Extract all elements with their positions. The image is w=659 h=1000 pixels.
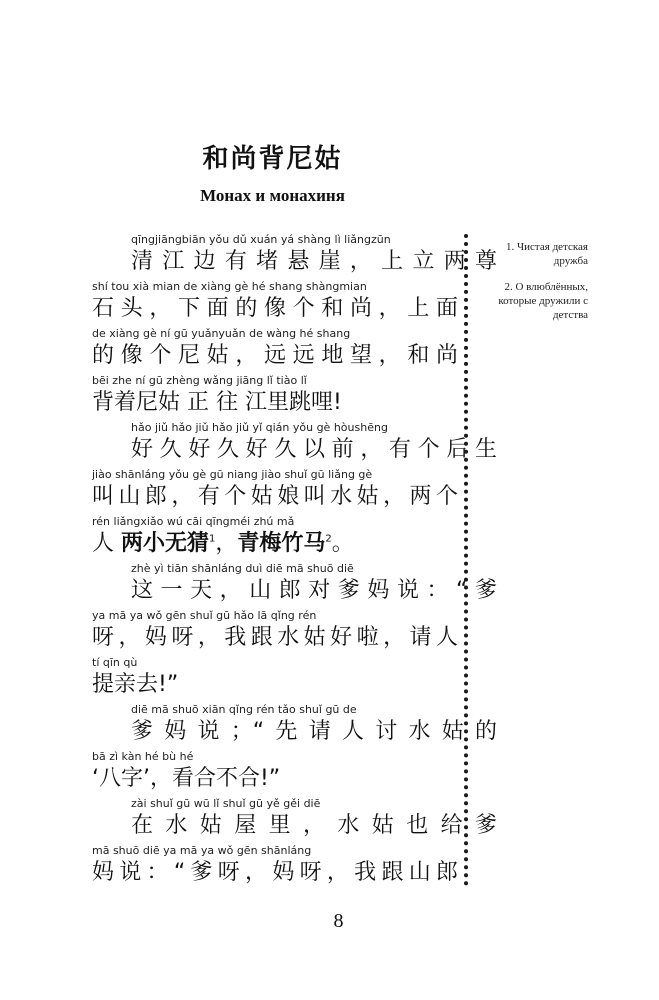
hanzi-line: 提亲去!” [92,672,179,697]
hanzi-line: 的像个尼姑，远远地望，和尚 [92,343,458,368]
pinyin-line: zài shuǐ gū wū lǐ shuǐ gū yě gěi diē [131,797,321,810]
hanzi-line: 在水姑屋里，水姑也给爹 [131,813,497,838]
footnote-2: 2. О влюблённых, которые дружили с детства [498,281,588,321]
hanzi-segment: 。 [331,531,354,556]
hanzi-line: 清江边有堵悬崖，上立两尊 [131,249,497,274]
text-line [92,843,458,890]
hanzi-line: ‘八字’，看合不合!” [92,766,281,791]
hanzi-line: 这一天，山郎对爹妈说：“爹 [131,578,497,603]
footnote-ref: 1 [209,533,216,545]
hanzi-line: 妈说：“爹呀，妈呀，我跟山郎 [92,860,458,885]
pinyin-line: bēi zhe ní gū zhèng wǎng jiāng lǐ tiào lǐ [92,374,307,387]
chapter-title-chinese: 和尚背尼姑 [202,144,343,174]
pinyin-line: ya mā ya wǒ gēn shuǐ gū hǎo lā qǐng rén [92,609,317,622]
idiom-highlight: 两小无猜 [121,531,210,556]
text-line [92,420,497,467]
pinyin-line: bā zì kàn hé bù hé [92,750,194,763]
page-number: 8 [333,910,344,932]
pinyin-line: jiào shānláng yǒu gè gū niang jiào shuǐ gū liǎng gè [92,468,373,481]
hanzi-line: 好久好久好久以前，有个后生 [131,437,497,462]
footnote-ref: 2 [325,533,332,545]
story-text [92,232,497,890]
footnote-1: 1. Чистая детская дружба [506,241,588,267]
hanzi-line: 背着尼姑 正 往 江里跳哩! [92,390,342,415]
hanzi-line: 呀，妈呀，我跟水姑好啦，请人 [92,625,458,650]
hanzi-segment: 人 [92,531,121,556]
text-line [92,655,458,702]
text-line [92,373,458,420]
pinyin-line: hǎo jiǔ hǎo jiǔ hǎo jiǔ yǐ qián yǒu gè hòushēng [131,421,388,434]
idiom-highlight: 青梅竹马 [237,531,326,556]
text-line [92,608,458,655]
dotted-divider [464,234,468,886]
text-line [92,561,497,608]
text-line [92,749,458,796]
pinyin-line: zhè yì tiān shānláng duì diē mā shuō diē [131,562,354,575]
pinyin-line: qīngjiāngbiān yǒu dǔ xuán yá shàng lì liǎngzūn [131,233,391,246]
pinyin-line: rén liǎngxiǎo wú cāi qīngméi zhú mǎ [92,515,295,528]
hanzi-line: 叫山郎，有个姑娘叫水姑，两个 [92,484,458,509]
hanzi-line: 石头，下面的像个和尚，上面 [92,296,458,321]
pinyin-line: shí tou xià mian de xiàng gè hé shang shàngmian [92,280,367,293]
text-line [92,514,458,561]
text-line [92,279,458,326]
hanzi-segment: ， [215,531,238,556]
text-line [92,796,497,843]
footnotes [476,240,588,334]
text-line [92,232,497,279]
hanzi-line: 爹妈说；“先请人讨水姑的 [131,719,497,744]
pinyin-line: diē mā shuō xiān qǐng rén tǎo shuǐ gū de [131,703,357,716]
text-line [92,702,497,749]
pinyin-line: tí qīn qù [92,656,138,669]
chapter-title-russian: Монах и монахиня [200,186,345,205]
text-line [92,467,458,514]
pinyin-line: mā shuō diē ya mā ya wǒ gēn shānláng [92,844,312,857]
text-line [92,326,458,373]
hanzi-line [92,529,458,559]
pinyin-line: de xiàng gè ní gū yuǎnyuǎn de wàng hé shang [92,327,351,340]
